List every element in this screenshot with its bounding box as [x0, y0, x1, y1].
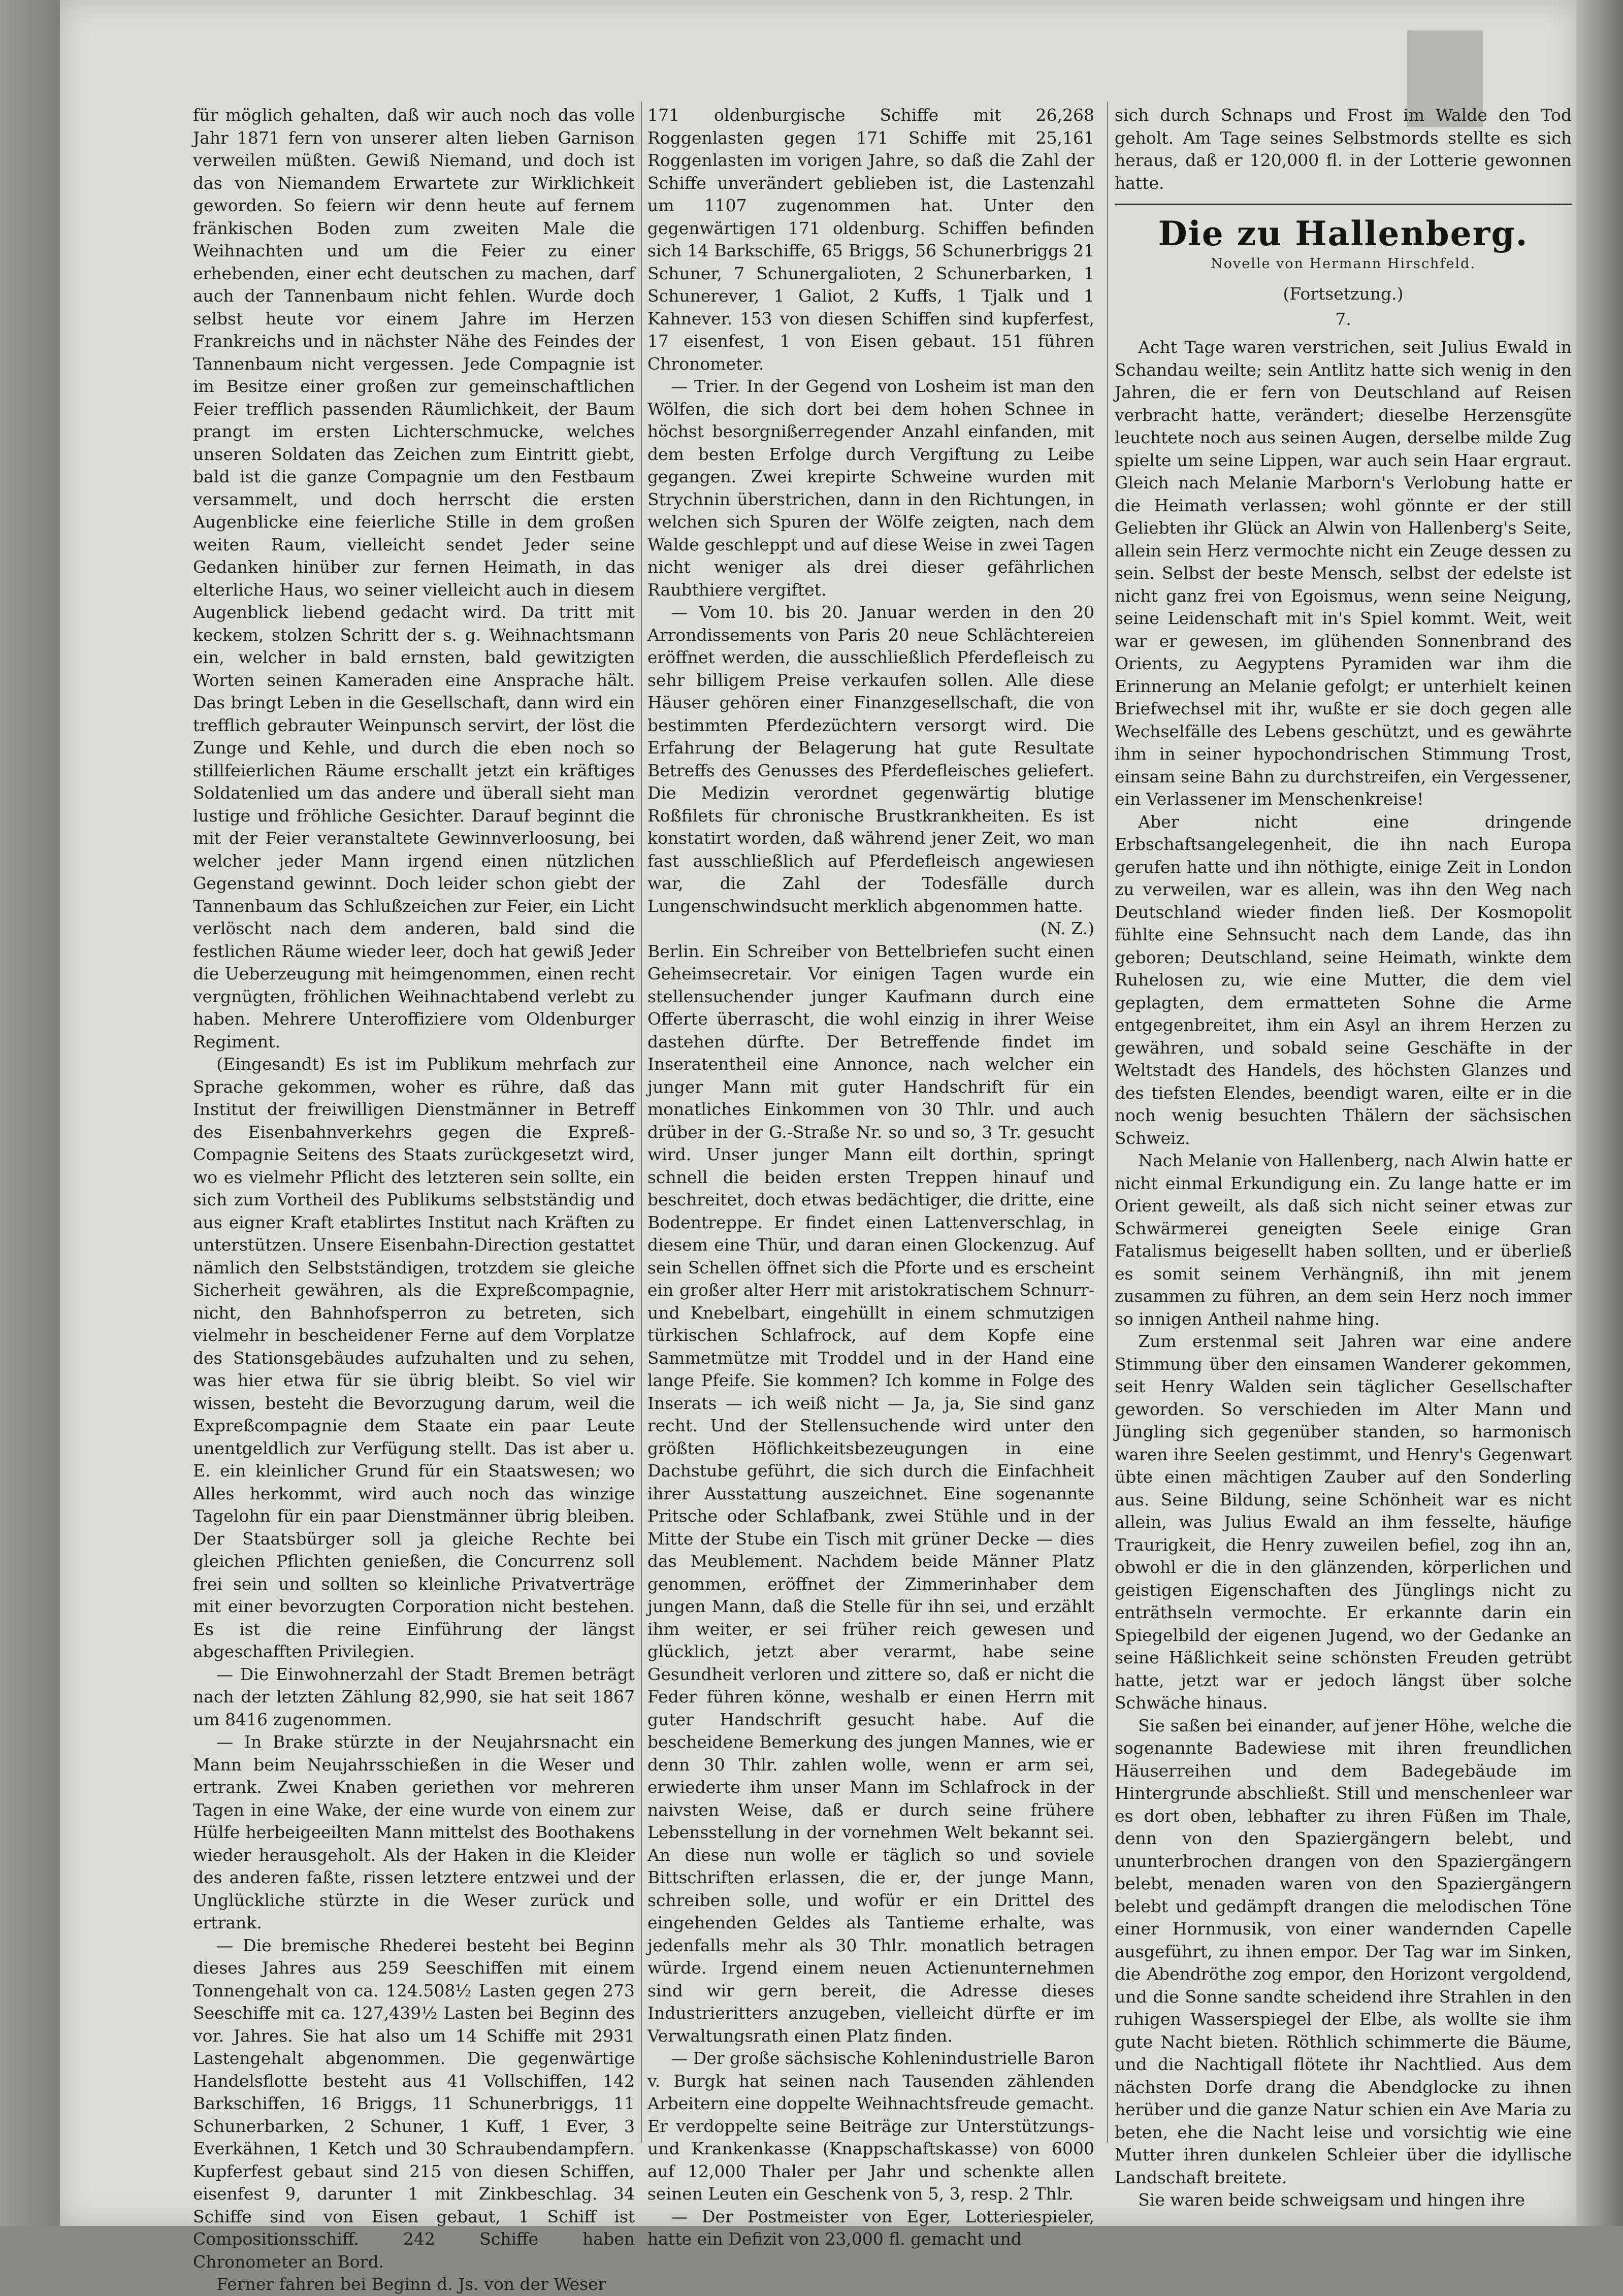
paragraph: — Die bremische Rhederei besteht bei Beginn dieses Jahres aus 259 Seeschiffen mit einem Tonnengehalt von ca. 124.508½ Lasten gegen 273 Seeschiffe mit ca. 127,439½ Lasten bei Beginn des vor. Jahres. Sie hat also um 14 Schiffe mit 2931 Lastengehalt abgenommen. Die gegenwärtige Handelsflotte besteht aus 41 Vollschiffen, 142 Barkschiffen, 16 Briggs, 11 Schunerbriggs, 11 Schunerbarken, 2 Schuner, 1 Kuff, 1 Ever, 3 Everkähnen, 1 Ketch und 30 Schraubendampfern. Kupferfest gebaut sind 215 von diesen Schiffen, eisenfest 9, darunter 1 mit Zinkbeschlag. 34 Schiffe sind von Eisen gebaut, 1 Schiff ist Compositionsschiff. 242 Schiffe haben Chronometer an Bord.: [193, 1935, 635, 2272]
story-subtitle: Novelle von Hermann Hirschfeld.: [1211, 256, 1476, 272]
paragraph: — Der große sächsische Kohlenindustrielle Baron v. Burgk hat seinen nach Tausenden zählenden Arbeitern eine doppelte Weihnachtsfreude gemacht. Er verdoppelte seine Beiträge zur Unterstützungs- und Krankenkasse (Knappschaftskasse) von 6000 auf 12,000 Thaler per Jahr und schenkte allen seinen Leuten ein Geschenk von 5, 3, resp. 2 Thlr.: [647, 2048, 1094, 2204]
paragraph: — Der Postmeister von Eger, Lotteriespieler, hatte ein Defizit von 23,000 fl. gemacht und: [647, 2206, 1094, 2249]
paragraph: für möglich gehalten, daß wir auch noch das volle Jahr 1871 fern von unserer alten lieben Garnison verweilen müßten. Gewiß Niemand, und doch ist das von Niemandem Erwartete zur Wirklichkeit geworden. So feiern wir denn heute auf fernem fränkischen Boden zum zweiten Male die Weihnachten und um die Feier zu einer erhebenden, einer echt deutschen zu machen, darf auch der Tannenbaum nicht fehlen. Wurde doch selbst heute vor einem Jahre im Herzen Frankreichs und in nächster Nähe des Feindes der Tannenbaum nicht vergessen. Jede Compagnie ist im Besitze einer großen zur gemeinschaftlichen Feier trefflich passenden Räumlichkeit, der Baum prangt im ersten Lichterschmucke, welches unseren Soldaten das Zeichen zum Eintritt giebt, bald ist die ganze Compagnie um den Festbaum versammelt, und doch herrscht die ersten Augenblicke eine feierliche Stille in dem großen weiten Raum, vielleicht sendet Jeder seine Gedanken hinüber zur fernen Heimath, in das elterliche Haus, wo seiner vielleicht auch in diesem Augenblick liebend gedacht wird. Da tritt mit keckem, stolzen Schritt der s. g. Weihnachtsmann ein, welcher in bald ernsten, bald gewitzigten Worten seinen Kameraden eine Ansprache hält. Das bringt Leben in die Gesellschaft, dann wird ein trefflich gebrauter Weinpunsch servirt, der löst die Zunge und Kehle, und durch die eben noch so stillfeierlichen Räume erschallt jetzt ein kräftiges Soldatenlied um das andere und überall sieht man lustige und fröhliche Gesichter. Darauf beginnt die mit der Feier veranstaltete Gewinnverloosung, bei welcher jeder Mann irgend einen nützlichen Gegenstand gewinnt. Doch leider schon giebt der Tannenbaum das Schlußzeichen zur Feier, ein Licht verlöscht nach dem anderen, bald sind die festlichen Räume wieder leer, doch hat gewiß Jeder die Ueberzeugung mit heimgenommen, einen recht vergnügten, fröhlichen Weihnachtabend verlebt zu haben. Mehrere Unteroffiziere vom Oldenburger Regiment.: [193, 105, 635, 1052]
paragraph: — Die Einwohnerzahl der Stadt Bremen beträgt nach der letzten Zählung 82,990, sie hat seit 1867 um 8416 zugenommen.: [193, 1664, 635, 1729]
column-1: [193, 104, 635, 2296]
paragraph: Sie saßen bei einander, auf jener Höhe, welche die sogenannte Badewiese mit ihren freundlichen Häuserreihen und dem Badegebäude im Hintergrunde abschließt. Still und menschenleer war es dort oben, lebhafter zu ihren Füßen im Thale, denn von den Spaziergängern belebt, und ununterbrochen drangen von den Spaziergängern belebt, menaden waren von den Spaziergängern belebt und gedämpft drangen die melodischen Töne einer Hornmusik, von einer wandernden Capelle ausgeführt, zu ihnen empor. Der Tag war im Sinken, die Abendröthe zog empor, den Horizont vergoldend, und die Sonne sandte scheidend ihre Strahlen in den ruhigen Wasserspiegel der Elbe, als wollte sie ihm gute Nacht bieten. Röthlich schimmerte die Bäume, und die Nachtigall flötete ihr Nachtlied. Aus dem nächsten Dorfe drang die Abendglocke zu ihnen herüber und die ganze Natur schien ein Ave Maria zu beten, ehe die Nacht leise und vorsichtig wie eine Mutter ihren dunkelen Schleier über die idyllische Landschaft breitete.: [1115, 1715, 1572, 2187]
paragraph: Ferner fahren bei Beginn d. Js. von der Weser: [216, 2274, 606, 2294]
paragraph: (Eingesandt) Es ist im Publikum mehrfach zur Sprache gekommen, woher es rühre, daß das Institut der freiwilligen Dienstmänner in Betreff des Eisenbahnverkehrs gegen die Expreß-Compagnie Seitens des Staats zurückgesetzt wird, wo es vielmehr Pflicht des letzteren sein sollte, ein sich zum Vortheil des Publikums selbstständig und aus eigner Kraft etablirtes Institut nach Kräften zu unterstützen. Unsere Eisenbahn-Direction gestattet nämlich den Selbstständigen, trotzdem sie gleiche Sicherheit gewähren, als die Expreßcompagnie, nicht, den Bahnhofsperron zu betreten, sich vielmehr in bescheidener Ferne auf dem Vorplatze des Stationsgebäudes aufzuhalten und zu sehen, was hier etwa für sie übrig bleibt. So viel wir wissen, besteht die Bevorzugung darum, weil die Expreßcompagnie dem Staate ein paar Leute unentgeldlich zur Verfügung stellt. Das ist aber u. E. ein kleinlicher Grund für ein Staatswesen; wo Alles herkommt, wird auch noch das winzige Tagelohn für ein paar Dienstmänner übrig bleiben. Der Staatsbürger soll ja gleiche Rechte bei gleichen Pflichten genießen, die Concurrenz soll frei sein und sollten so kleinliche Privatverträge mit einer bevorzugten Corporation nicht bestehen. Es ist die reine Einführung der längst abgeschafften Privilegien.: [193, 1054, 635, 1661]
paragraph: Zum erstenmal seit Jahren war eine andere Stimmung über den einsamen Wanderer gekommen, seit Henry Walden sein täglicher Gesellschafter geworden. So verschieden im Alter Mann und Jüngling sich gegenüber standen, so harmonisch waren ihre Seelen gestimmt, und Henry's Gegenwart übte einen mächtigen Zauber auf den Sonderling aus. Seine Bildung, seine Schönheit war es nicht allein, was Julius Ewald an ihm fesselte, häufige Traurigkeit, die Henry zuweilen befiel, zog ihn an, obwohl er die in den glänzenden, körperlichen und geistigen Eigenschaften des Jünglings nicht zu enträthseln vermochte. Er erkannte darin ein Spiegelbild der eigenen Jugend, wo der Gedanke an seine Häßlichkeit seine schönsten Freuden getrübt hatte, jetzt war er jedoch längst über solche Schwäche hinaus.: [1115, 1331, 1572, 1713]
column-2: [647, 104, 1094, 2251]
story-continued: (Fortsetzung.): [1283, 284, 1404, 304]
column-rule-2: [1107, 102, 1108, 2143]
paragraph: Aber nicht eine dringende Erbschaftsangelegenheit, die ihn nach Europa gerufen hatte und ihn nöthigte, einige Zeit in London zu verweilen, war es allein, was ihn den Weg nach Deutschland wieder finden ließ. Der Kosmopolit fühlte eine Sehnsucht nach dem Lande, das ihn geboren; Deutschland, seine Heimath, winkte dem Ruhelosen zu, wie eine Mutter, die dem viel geplagten, dem ermatteten Sohne die Arme entgegenbreitet, ihm ein Asyl an ihrem Herzen zu gewähren, und sobald seine Geschäfte in der Weltstadt des Handels, des höchsten Glanzes und des tiefsten Elendes, beendigt waren, eilte er in die noch wenig besuchten Thälern der sächsischen Schweiz.: [1115, 811, 1572, 1148]
column-rule-1: [641, 102, 642, 2143]
paragraph: 171 oldenburgische Schiffe mit 26,268 Roggenlasten gegen 171 Schiffe mit 25,161 Roggenlasten im vorigen Jahre, so daß die Zahl der Schiffe unverändert geblieben ist, die Lastenzahl um 1107 zugenommen hat. Unter den gegenwärtigen 171 oldenburg. Schiffen befinden sich 14 Barkschiffe, 65 Briggs, 56 Schunerbriggs 21 Schuner, 7 Schunergalioten, 2 Schunerbarken, 1 Schunerever, 1 Galiot, 2 Kuffs, 1 Tjalk und 1 Kahnever. 153 von diesen Schiffen sind kupferfest, 17 eisenfest, 1 von Eisen gebaut. 151 führen Chronometer.: [647, 105, 1094, 374]
source-signature: (N. Z.): [1040, 919, 1094, 938]
paragraph: — Vom 10. bis 20. Januar werden in den 20 Arrondissements von Paris 20 neue Schlächtereien eröffnet werden, die ausschließlich Pferdefleisch zu sehr billigem Preise verkaufen sollen. Alle diese Häuser gehören einer Finanzgesellschaft, die von bestimmten Pferdezüchtern versorgt wird. Die Erfahrung der Belagerung hat gute Resultate Betreffs des Genusses des Pferdefleisches geliefert. Die Medizin verordnet gegenwärtig blutige Roßfilets für chronische Brustkrankheiten. Es ist konstatirt worden, daß während jener Zeit, wo man fast ausschließlich auf Pferdefleisch angewiesen war, die Zahl der Todesfälle durch Lungenschwindsucht merklich abgenommen hatte.: [647, 602, 1094, 916]
paragraph: Acht Tage waren verstrichen, seit Julius Ewald in Schandau weilte; sein Antlitz hatte sich wenig in den Jahren, die er fern von Deutschland auf Reisen verbracht hatte, verändert; dieselbe Herzensgüte leuchtete noch aus seinen Augen, derselbe milde Zug spielte um seine Lippen, war auch sein Haar ergraut. Gleich nach Melanie Marborn's Verlobung hatte er die Heimath verlassen; wohl gönnte er der still Geliebten ihr Glück an Alwin von Hallenberg's Seite, allein sein Herz vermochte nicht ein Zeuge dessen zu sein. Selbst der beste Mensch, selbst der edelste ist nicht ganz frei von Egoismus, wenn seine Neigung, seine Leidenschaft mit in's Spiel kommt. Weit, weit war er gewesen, im glühenden Sonnenbrand des Orients, zu Aegyptens Pyramiden war ihm die Erinnerung an Melanie gefolgt; er unterhielt keinen Briefwechsel mit ihr, wußte er sie doch gegen alle Wechselfälle des Lebens geschützt, und es gewährte ihm in seiner hypochondrischen Stimmung Trost, einsam seine Bahn zu durchstreifen, ein Vergessener, ein Verlassener im Menschenkreise!: [1115, 337, 1572, 809]
paragraph: sich durch Schnaps und Frost im Walde den Tod geholt. Am Tage seines Selbstmords stellte es sich heraus, daß er 120,000 fl. in der Lotterie gewonnen hatte.: [1115, 105, 1572, 193]
paragraph: Sie waren beide schweigsam und hingen ihre: [1138, 2190, 1525, 2210]
story-title: Die zu Hallenberg.: [1158, 214, 1529, 253]
right-scan-edge: [1576, 0, 1623, 2226]
paragraph: Berlin. Ein Schreiber von Bettelbriefen sucht einen Geheimsecretair. Vor einigen Tagen wurde ein stellensuchender junger Kaufmann durch eine Offerte überrascht, die wohl einzig in ihrer Weise dastehen dürfte. Der Betreffende findet im Inseratentheil eine Annonce, nach welcher ein junger Mann mit guter Handschrift für ein monatliches Einkommen von 30 Thlr. und auch drüber in der G.-Straße Nr. so und so, 3 Tr. gesucht wird. Unser junger Mann eilt dorthin, springt schnell die beiden ersten Treppen hinauf und beschreitet, doch etwas bedächtiger, die dritte, eine Bodentreppe. Er findet einen Lattenverschlag, in diesem eine Thür, und daran einen Glockenzug. Auf sein Schellen öffnet sich die Pforte und es erscheint ein großer alter Herr mit aristokratischem Schnurr- und Knebelbart, eingehüllt in einem schmutzigen türkischen Schlafrock, auf dem Kopfe eine Sammetmütze mit Troddel und in der Hand eine lange Pfeife. Sie kommen? Ich komme in Folge des Inserats — ich weiß nicht — Ja, ja, Sie sind ganz recht. Und der Stellensuchende wird unter den größten Höflichkeitsbezeugungen in eine Dachstube geführt, die sich durch die Einfachheit ihrer Ausstattung auszeichnet. Eine sogenannte Pritsche oder Schlafbank, zwei Stühle und in der Mitte der Stube ein Tisch mit grüner Decke — dies das Meublement. Nachdem beide Männer Platz genommen, eröffnet der Zimmerinhaber dem jungen Mann, daß die Stelle für ihn sei, und erzählt ihm weiter, er sei früher reich gewesen und glücklich, jetzt aber verarmt, habe seine Gesundheit verloren und zittere so, daß er nicht die Feder führen könne, weshalb er einen Herrn mit guter Handschrift gesucht habe. Auf die bescheidene Bemerkung des jungen Mannes, wie er denn 30 Thlr. zahlen wolle, wenn er arm sei, erwiederte ihm unser Mann im Schlafrock in der naivsten Weise, daß er durch seine frühere Lebensstellung in der vornehmen Welt bekannt sei. An diese nun wolle er täglich so und soviele Bittschriften erlassen, die er, der junge Mann, schreiben solle, und wofür er ein Drittel des eingehenden Geldes als Tantieme erhalte, was jedenfalls mehr als 30 Thlr. monatlich betragen würde. Irgend einem neuen Actienunternehmen sind wir gern bereit, die Adresse dieses Industrieritters anzugeben, vielleicht dürfte er im Verwaltungsrath einen Platz finden.: [647, 941, 1094, 2046]
paragraph: — Trier. In der Gegend von Losheim ist man den Wölfen, die sich dort bei dem hohen Schnee in höchst besorgnißerregender Anzahl einfanden, mit dem besten Erfolge durch Vergiftung zu Leibe gegangen. Zwei krepirte Schweine wurden mit Strychnin überstrichen, dann in den Richtungen, in welchen sich Spuren der Wölfe zeigten, nach dem Walde geschleppt und auf diese Weise in zwei Tagen nicht weniger als drei dieser gefährlichen Raubthiere vergiftet.: [647, 376, 1094, 600]
story-chapter: 7.: [1335, 309, 1351, 329]
section-divider: [1115, 204, 1572, 205]
left-scan-edge: [0, 0, 60, 2226]
paragraph: — In Brake stürzte in der Neujahrsnacht ein Mann beim Neujahrsschießen in die Weser und ertrank. Zwei Knaben geriethen vor mehreren Tagen in eine Wake, der eine wurde von einem zur Hülfe herbeigeeilten Mann mittelst des Boothakens wieder herausgeholt. Als der Haken in die Kleider des anderen faßte, rissen letztere entzwei und der Unglückliche stürzte in die Weser zurück und ertrank.: [193, 1732, 635, 1932]
paragraph: Nach Melanie von Hallenberg, nach Alwin hatte er nicht einmal Erkundigung ein. Zu lange hatte er im Orient geweilt, als daß sich nicht seiner etwas zur Schwärmerei geneigten Seele einige Gran Fatalismus beigesellt haben sollten, und er überließ es somit seinem Verhängniß, ihn mit jenem zusammen zu führen, an dem sein Herz noch immer so innigen Antheil nahme hing.: [1115, 1151, 1572, 1329]
column-3: [1115, 104, 1572, 2212]
